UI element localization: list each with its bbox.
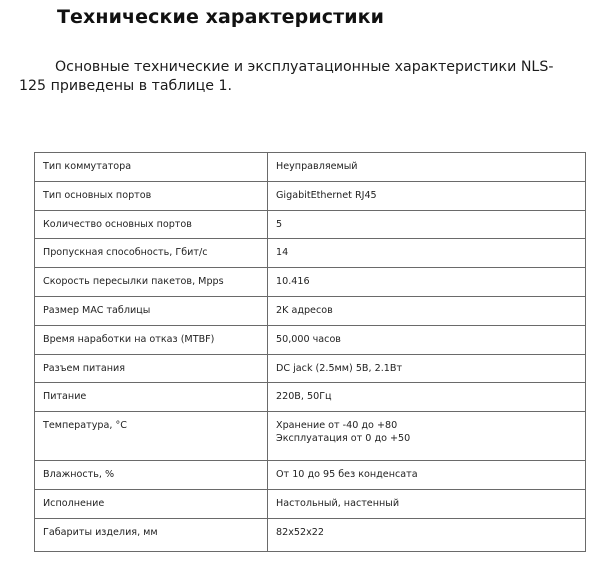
table-row-temperature (35, 412, 586, 461)
param-cell: Исполнение (35, 489, 268, 518)
table-row-port-count (35, 210, 586, 239)
value-cell: GigabitEthernet RJ45 (268, 181, 586, 210)
param-cell: Размер MAC таблицы (35, 296, 268, 325)
table-row-forwarding-rate (35, 268, 586, 297)
value-cell: Неуправляемый (268, 153, 586, 182)
section-title: Технические характеристики (57, 6, 385, 28)
param-cell: Габариты изделия, мм (35, 518, 268, 551)
storage-temperature: Хранение от -40 до +80 (276, 420, 398, 432)
param-cell: Влажность, % (35, 461, 268, 490)
value-cell: 82x52x22 (268, 518, 586, 551)
table-row-mac-table (35, 296, 586, 325)
value-cell: 220В, 50Гц (268, 383, 586, 412)
param-cell: Время наработки на отказ (MTBF) (35, 325, 268, 354)
table-row-switch-type (35, 153, 586, 182)
specifications-table (34, 152, 586, 552)
param-cell: Тип коммутатора (35, 153, 268, 182)
value-cell: Настольный, настенный (268, 489, 586, 518)
param-cell: Количество основных портов (35, 210, 268, 239)
table-row-port-type (35, 181, 586, 210)
table-row-power-connector (35, 354, 586, 383)
value-cell: DC jack (2.5мм) 5В, 2.1Вт (268, 354, 586, 383)
param-cell: Пропускная способность, Гбит/с (35, 239, 268, 268)
param-cell: Разъем питания (35, 354, 268, 383)
table-row-mounting (35, 489, 586, 518)
value-cell: От 10 до 95 без конденсата (268, 461, 586, 490)
param-cell: Скорость пересылки пакетов, Mpps (35, 268, 268, 297)
value-cell: 14 (268, 239, 586, 268)
table-row-bandwidth (35, 239, 586, 268)
operating-temperature: Эксплуатация от 0 до +50 (276, 432, 411, 444)
value-cell: 2K адресов (268, 296, 586, 325)
value-cell: 10.416 (268, 268, 586, 297)
param-cell: Температура, °С (35, 412, 268, 461)
param-cell: Тип основных портов (35, 181, 268, 210)
table-row-dimensions (35, 518, 586, 551)
value-cell: 5 (268, 210, 586, 239)
value-cell (268, 412, 586, 461)
table-row-humidity (35, 461, 586, 490)
table-row-mtbf (35, 325, 586, 354)
intro-paragraph: Основные технические и эксплуатационные характеристики NLS-125 приведены в таблице 1. (19, 59, 554, 94)
param-cell: Питание (35, 383, 268, 412)
value-cell: 50,000 часов (268, 325, 586, 354)
table-row-power-supply (35, 383, 586, 412)
